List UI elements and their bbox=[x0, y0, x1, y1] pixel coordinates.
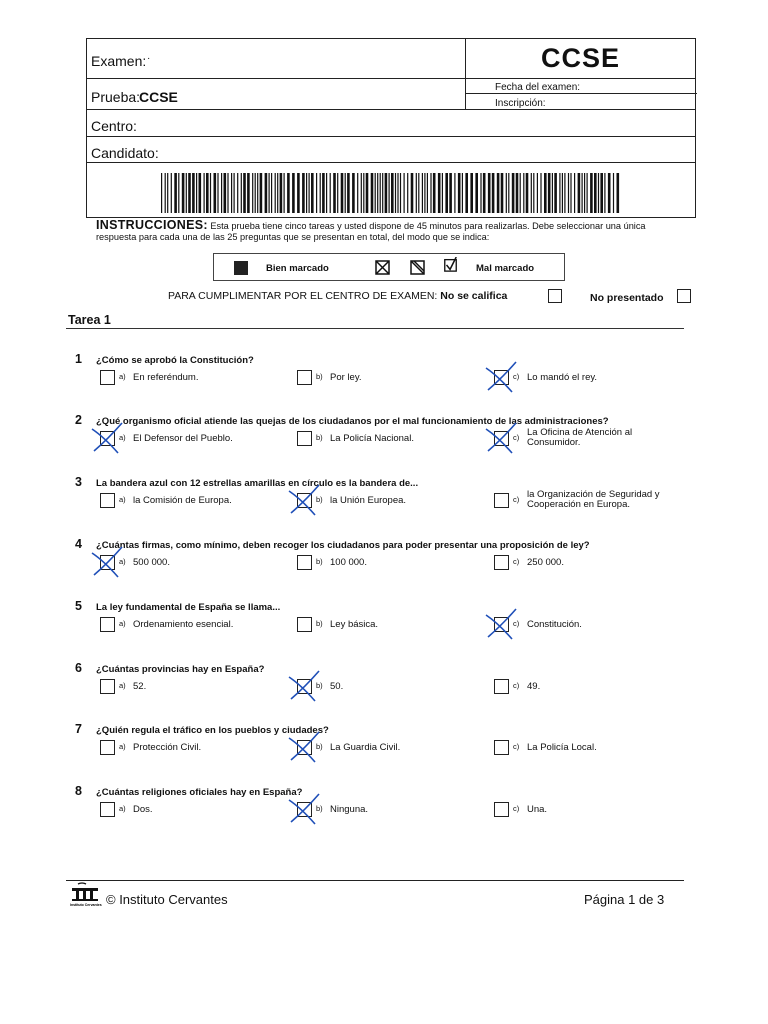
option-text: Ninguna. bbox=[330, 804, 369, 815]
barcode-bar bbox=[584, 173, 585, 213]
barcode-bar bbox=[540, 173, 541, 213]
question-text: La ley fundamental de España se llama... bbox=[96, 602, 281, 613]
option-letter: a) bbox=[119, 557, 126, 566]
option-letter: b) bbox=[316, 557, 323, 566]
question-text: ¿Cuántas religiones oficiales hay en España? bbox=[96, 787, 303, 798]
exam-header bbox=[86, 38, 696, 218]
barcode-bar bbox=[182, 173, 185, 213]
fecha-label: Fecha del examen: bbox=[495, 82, 581, 93]
option-text: Una. bbox=[527, 804, 548, 815]
barcode-bar bbox=[247, 173, 250, 213]
barcode-bar bbox=[520, 173, 521, 213]
barcode-bar bbox=[430, 173, 431, 213]
prueba-label: Prueba: bbox=[91, 89, 141, 105]
answer-checkbox[interactable] bbox=[100, 740, 115, 755]
answer-checkbox[interactable] bbox=[100, 370, 115, 385]
option-text: la Unión Europea. bbox=[330, 495, 407, 506]
barcode-bar bbox=[287, 173, 290, 213]
answer-checkbox[interactable] bbox=[297, 370, 312, 385]
barcode-bar bbox=[361, 173, 362, 213]
barcode-bar bbox=[217, 173, 218, 213]
instructions-heading: INSTRUCCIONES: bbox=[96, 218, 208, 232]
answer-checkbox[interactable] bbox=[494, 431, 509, 446]
barcode-bar bbox=[311, 173, 314, 213]
barcode-bar bbox=[445, 173, 448, 213]
barcode-bar bbox=[280, 173, 283, 213]
mal-marcado-label: Mal marcado bbox=[476, 263, 535, 274]
barcode-bar bbox=[416, 173, 417, 213]
barcode-bar bbox=[385, 173, 388, 213]
barcode-bar bbox=[570, 173, 571, 213]
option-letter: b) bbox=[316, 681, 323, 690]
barcode-bar bbox=[204, 173, 205, 213]
instructions-text: Esta prueba tiene cinco tareas y usted dispone de 45 minutos para realizarlas. Debe seleccionar una única respuesta para cada una de las 25 preguntas que se presentan en total, del modo que se indica: bbox=[96, 221, 646, 242]
option-text: 50. bbox=[330, 681, 344, 692]
question-text: La bandera azul con 12 estrellas amarillas en círculo es la bandera de... bbox=[96, 478, 419, 489]
barcode-bar bbox=[277, 173, 278, 213]
barcode-bar bbox=[391, 173, 394, 213]
option-letter: a) bbox=[119, 433, 126, 442]
footer-divider bbox=[66, 880, 684, 881]
option-text: Por ley. bbox=[330, 372, 362, 383]
barcode-bar bbox=[400, 173, 401, 213]
barcode-bar bbox=[292, 173, 295, 213]
barcode-bar bbox=[449, 173, 452, 213]
barcode-bar bbox=[284, 173, 285, 213]
option-letter: b) bbox=[316, 372, 323, 381]
barcode-bar bbox=[371, 173, 374, 213]
option-text: Lo mandó el rey. bbox=[527, 372, 598, 383]
option-letter: a) bbox=[119, 372, 126, 381]
barcode-bar bbox=[322, 173, 325, 213]
barcode-bar bbox=[221, 173, 222, 213]
barcode-bar bbox=[458, 173, 461, 213]
barcode-bar bbox=[316, 173, 317, 213]
barcode-bar bbox=[161, 173, 162, 213]
barcode-bar bbox=[320, 173, 321, 213]
answer-checkbox[interactable] bbox=[100, 802, 115, 817]
barcode-bar bbox=[433, 173, 436, 213]
answer-checkbox[interactable] bbox=[297, 740, 312, 755]
barcode-bar bbox=[608, 173, 611, 213]
barcode-bar bbox=[171, 173, 172, 213]
option-text: El Defensor del Pueblo. bbox=[133, 433, 233, 444]
question-number: 6 bbox=[75, 661, 82, 675]
option-letter: c) bbox=[513, 372, 520, 381]
barcode-bar bbox=[243, 173, 246, 213]
barcode-bar bbox=[165, 173, 166, 213]
barcode-bar bbox=[574, 173, 575, 213]
no-presentado-label: No presentado bbox=[590, 292, 664, 304]
answer-checkbox[interactable] bbox=[494, 555, 509, 570]
question-text: ¿Quién regula el tráfico en los pueblos y ciudades? bbox=[96, 725, 329, 736]
barcode-bar bbox=[167, 173, 168, 213]
barcode-bar bbox=[465, 173, 468, 213]
barcode-bar bbox=[598, 173, 599, 213]
question-number: 3 bbox=[75, 475, 82, 489]
marking-legend bbox=[213, 253, 565, 281]
question-number: 4 bbox=[75, 537, 82, 551]
slashed-box-icon bbox=[410, 260, 425, 275]
option-text: 100 000. bbox=[330, 557, 367, 568]
option-text: Protección Civil. bbox=[133, 742, 202, 753]
barcode-bar bbox=[237, 173, 238, 213]
barcode-image bbox=[161, 173, 621, 213]
barcode-bar bbox=[422, 173, 423, 213]
examen-label: Examen: bbox=[91, 53, 147, 69]
barcode-bar bbox=[206, 173, 209, 213]
barcode-bar bbox=[475, 173, 478, 213]
centro-prefix: PARA CUMPLIMENTAR POR EL CENTRO DE EXAMEN: bbox=[168, 290, 438, 302]
barcode-bar bbox=[407, 173, 408, 213]
barcode-bar bbox=[578, 173, 581, 213]
answer-checkbox[interactable] bbox=[494, 802, 509, 817]
candidato-row bbox=[87, 39, 695, 163]
option-letter: c) bbox=[513, 681, 520, 690]
option-text: Ordenamiento esencial. bbox=[133, 619, 234, 630]
barcode-bar bbox=[454, 173, 455, 213]
copyright-text: © Instituto Cervantes bbox=[106, 892, 228, 907]
barcode-bar bbox=[617, 173, 620, 213]
answer-checkbox[interactable] bbox=[100, 431, 115, 446]
instituto-cervantes-logo bbox=[68, 882, 102, 912]
barcode-bar bbox=[554, 173, 557, 213]
bien-marcado-label: Bien marcado bbox=[266, 263, 329, 274]
option-letter: b) bbox=[316, 804, 323, 813]
option-text: Constitución. bbox=[527, 619, 582, 630]
option-text: 52. bbox=[133, 681, 147, 692]
barcode-bar bbox=[302, 173, 305, 213]
option-text: la Comisión de Europa. bbox=[133, 495, 232, 506]
barcode-bar bbox=[442, 173, 443, 213]
answer-checkbox[interactable] bbox=[297, 617, 312, 632]
barcode-bar bbox=[178, 173, 179, 213]
barcode-bar bbox=[375, 173, 376, 213]
barcode-bar bbox=[523, 173, 524, 213]
barcode-bar bbox=[497, 173, 500, 213]
barcode-bar bbox=[590, 173, 593, 213]
barcode-bar bbox=[516, 173, 519, 213]
option-letter: a) bbox=[119, 681, 126, 690]
barcode-bar bbox=[438, 173, 441, 213]
barcode-bar bbox=[347, 173, 350, 213]
answer-checkbox[interactable] bbox=[297, 493, 312, 508]
barcode-bar bbox=[234, 173, 235, 213]
logo-text: Instituto Cervantes bbox=[70, 903, 102, 907]
barcode-bar bbox=[345, 173, 346, 213]
exam-center-line bbox=[168, 290, 507, 302]
no-califica-label: No se califica bbox=[440, 290, 508, 302]
barcode-bar bbox=[480, 173, 481, 213]
barcode-bar bbox=[613, 173, 614, 213]
answer-checkbox[interactable] bbox=[100, 617, 115, 632]
barcode-bar bbox=[512, 173, 515, 213]
barcode-bar bbox=[333, 173, 336, 213]
barcode-bar bbox=[341, 173, 344, 213]
crossed-box-icon bbox=[375, 260, 390, 275]
barcode-bar bbox=[231, 173, 232, 213]
option-letter: a) bbox=[119, 804, 126, 813]
barcode-bar bbox=[186, 173, 187, 213]
barcode-bar bbox=[192, 173, 195, 213]
inscripcion-label: Inscripción: bbox=[495, 98, 546, 109]
option-letter: b) bbox=[316, 433, 323, 442]
barcode-bar bbox=[483, 173, 486, 213]
barcode-bar bbox=[271, 173, 272, 213]
barcode-bar bbox=[326, 173, 327, 213]
barcode-bar bbox=[604, 173, 605, 213]
barcode-bar bbox=[548, 173, 551, 213]
question-text: ¿Cómo se aprobó la Constitución? bbox=[96, 355, 254, 366]
answer-checkbox[interactable] bbox=[297, 431, 312, 446]
barcode-bar bbox=[382, 173, 383, 213]
answer-checkbox[interactable] bbox=[100, 555, 115, 570]
option-letter: c) bbox=[513, 495, 520, 504]
barcode-bar bbox=[257, 173, 258, 213]
examen-value: · bbox=[147, 53, 151, 64]
barcode-bar bbox=[411, 173, 414, 213]
answer-checkbox[interactable] bbox=[297, 555, 312, 570]
barcode-bar bbox=[488, 173, 491, 213]
question-text: ¿Cuántas firmas, como mínimo, deben recoger los ciudadanos para poder presentar una proposición de ley? bbox=[96, 540, 590, 551]
barcode-bar bbox=[196, 173, 197, 213]
barcode-bar bbox=[255, 173, 256, 213]
barcode-bar bbox=[357, 173, 358, 213]
barcode-bar bbox=[389, 173, 390, 213]
question-text: ¿Cuántas provincias hay en España? bbox=[96, 664, 265, 675]
barcode-bar bbox=[377, 173, 378, 213]
barcode-bar bbox=[544, 173, 547, 213]
answer-checkbox[interactable] bbox=[494, 617, 509, 632]
barcode-bar bbox=[352, 173, 355, 213]
option-text: 49. bbox=[527, 681, 541, 692]
barcode-bar bbox=[380, 173, 381, 213]
question-number: 5 bbox=[75, 599, 82, 613]
answer-checkbox[interactable] bbox=[494, 679, 509, 694]
barcode-bar bbox=[330, 173, 331, 213]
option-text: Dos. bbox=[133, 804, 153, 815]
barcode-bar bbox=[275, 173, 276, 213]
option-letter: c) bbox=[513, 619, 520, 628]
barcode-bar bbox=[214, 173, 217, 213]
option-letter: b) bbox=[316, 742, 323, 751]
barcode-bar bbox=[526, 173, 529, 213]
option-letter: a) bbox=[119, 742, 126, 751]
barcode-bar bbox=[462, 173, 463, 213]
barcode-bar bbox=[568, 173, 569, 213]
option-letter: b) bbox=[316, 619, 323, 628]
question-text: ¿Qué organismo oficial atiende las quejas de los ciudadanos por el mal funcionamiento de las administraciones? bbox=[96, 416, 609, 427]
filled-box-icon bbox=[234, 261, 248, 275]
option-text: La Policía Local. bbox=[527, 742, 597, 753]
option-letter: a) bbox=[119, 619, 126, 628]
barcode-bar bbox=[587, 173, 588, 213]
option-letter: c) bbox=[513, 742, 520, 751]
question-number: 7 bbox=[75, 722, 82, 736]
instructions bbox=[96, 220, 686, 243]
option-letter: c) bbox=[513, 557, 520, 566]
barcode-bar bbox=[537, 173, 538, 213]
option-text: En referéndum. bbox=[133, 372, 199, 383]
barcode-bar bbox=[404, 173, 405, 213]
answer-checkbox[interactable] bbox=[494, 740, 509, 755]
option-letter: c) bbox=[513, 433, 520, 442]
barcode-bar bbox=[174, 173, 177, 213]
no-presentado-checkbox[interactable] bbox=[677, 289, 691, 303]
question-number: 1 bbox=[75, 352, 82, 366]
answer-checkbox[interactable] bbox=[100, 493, 115, 508]
barcode-bar bbox=[552, 173, 553, 213]
barcode-bar bbox=[309, 173, 310, 213]
checked-box-icon bbox=[443, 257, 458, 272]
section-divider bbox=[66, 328, 684, 329]
barcode-bar bbox=[199, 173, 202, 213]
barcode-bar bbox=[366, 173, 369, 213]
barcode-bar bbox=[306, 173, 307, 213]
option-text: 250 000. bbox=[527, 557, 564, 568]
barcode-bar bbox=[210, 173, 211, 213]
barcode-bar bbox=[265, 173, 268, 213]
answer-checkbox[interactable] bbox=[100, 679, 115, 694]
barcode-bar bbox=[492, 173, 495, 213]
barcode-bar bbox=[533, 173, 534, 213]
option-text: la Organización de Seguridad y Cooperación en Europa. bbox=[527, 489, 660, 510]
barcode-bar bbox=[600, 173, 603, 213]
barcode-bar bbox=[501, 173, 504, 213]
barcode-bar bbox=[470, 173, 473, 213]
barcode-bar bbox=[337, 173, 338, 213]
barcode-bar bbox=[594, 173, 597, 213]
barcode-bar bbox=[395, 173, 396, 213]
barcode-bar bbox=[564, 173, 565, 213]
barcode-bar bbox=[508, 173, 509, 213]
page-number: Página 1 de 3 bbox=[584, 892, 665, 907]
barcode-bar bbox=[427, 173, 428, 213]
candidato-label: Candidato: bbox=[91, 145, 159, 161]
barcode-bar bbox=[252, 173, 253, 213]
option-letter: c) bbox=[513, 804, 520, 813]
barcode-bar bbox=[363, 173, 364, 213]
barcode-bar bbox=[241, 173, 242, 213]
section-title: Tarea 1 bbox=[68, 313, 111, 327]
barcode-bar bbox=[227, 173, 228, 213]
answer-checkbox[interactable] bbox=[494, 370, 509, 385]
barcode-bar bbox=[559, 173, 560, 213]
barcode-bar bbox=[506, 173, 507, 213]
barcode-bar bbox=[297, 173, 300, 213]
barcode-bar bbox=[260, 173, 263, 213]
barcode-bar bbox=[424, 173, 425, 213]
option-text: Ley básica. bbox=[330, 619, 379, 630]
prueba-value: CCSE bbox=[139, 89, 178, 105]
barcode-bar bbox=[224, 173, 227, 213]
answer-checkbox[interactable] bbox=[297, 802, 312, 817]
barcode-bar bbox=[562, 173, 563, 213]
answer-checkbox[interactable] bbox=[494, 493, 509, 508]
barcode-bar bbox=[397, 173, 398, 213]
barcode-bar bbox=[531, 173, 532, 213]
barcode-bar bbox=[188, 173, 191, 213]
option-letter: a) bbox=[119, 495, 126, 504]
option-letter: b) bbox=[316, 495, 323, 504]
no-califica-checkbox[interactable] bbox=[548, 289, 562, 303]
barcode-bar bbox=[418, 173, 419, 213]
option-text: La Oficina de Atención al Consumidor. bbox=[527, 427, 633, 448]
barcode-bar bbox=[582, 173, 583, 213]
question-number: 8 bbox=[75, 784, 82, 798]
option-text: La Policía Nacional. bbox=[330, 433, 414, 444]
question-number: 2 bbox=[75, 413, 82, 427]
answer-checkbox[interactable] bbox=[297, 679, 312, 694]
barcode-bar bbox=[269, 173, 270, 213]
centro-label: Centro: bbox=[91, 118, 137, 134]
option-text: La Guardia Civil. bbox=[330, 742, 401, 753]
exam-type-title: CCSE bbox=[541, 43, 621, 73]
option-text: 500 000. bbox=[133, 557, 170, 568]
